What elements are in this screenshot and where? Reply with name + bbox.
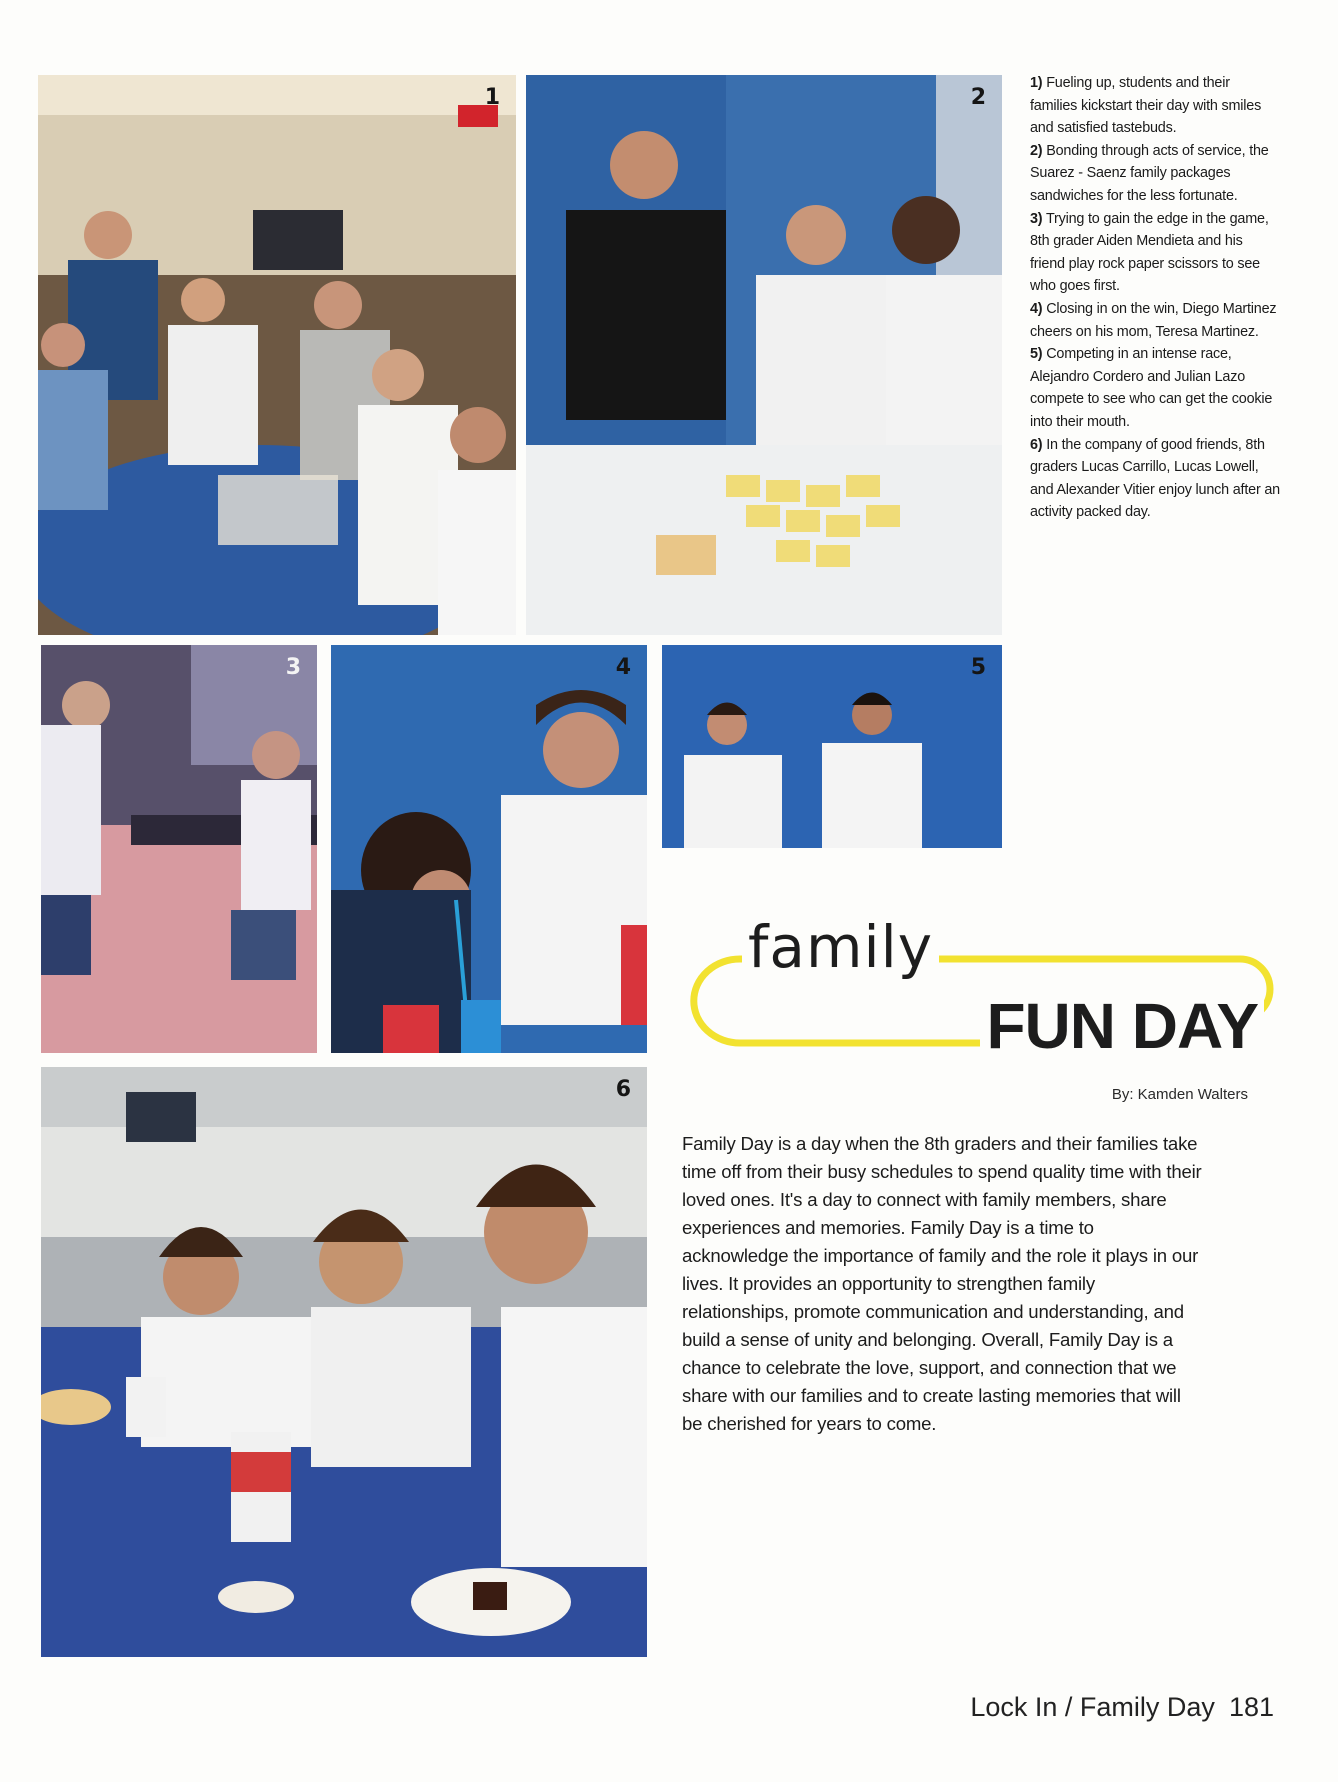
photo-6-image	[41, 1067, 647, 1657]
caption-3	[1030, 208, 1280, 298]
title-block	[680, 915, 1280, 1075]
title-top: family	[742, 913, 939, 981]
caption-5	[1030, 343, 1280, 433]
photo-number: 4	[615, 655, 631, 680]
photo-number: 3	[285, 655, 301, 680]
page-number: 181	[1228, 1692, 1274, 1722]
caption-number: 2)	[1030, 142, 1043, 159]
caption-4	[1030, 298, 1280, 343]
caption-number: 3)	[1030, 210, 1043, 227]
photo-6	[41, 1067, 647, 1657]
caption-6	[1030, 434, 1280, 524]
photo-3-image	[41, 645, 317, 1053]
photo-captions	[1030, 72, 1280, 524]
byline: By: Kamden Walters	[1111, 1086, 1248, 1103]
photo-1	[38, 75, 516, 635]
caption-number: 6)	[1030, 436, 1043, 453]
photo-5	[662, 645, 1002, 848]
caption-text: Bonding through acts of service, the Suarez - Saenz family packages sandwiches for the less fortunate.	[1030, 142, 1269, 204]
photo-1-image	[38, 75, 516, 635]
photo-5-image	[662, 645, 1002, 848]
caption-number: 1)	[1030, 75, 1043, 91]
photo-number: 5	[970, 655, 986, 680]
caption-number: 5)	[1030, 346, 1043, 363]
caption-text: Competing in an intense race, Alejandro Cordero and Julian Lazo compete to see who can get the cookie into their mouth.	[1030, 346, 1273, 430]
caption-1	[1030, 72, 1280, 140]
article-body: Family Day is a day when the 8th graders and their families take time off from their busy schedules to spend quality time with their loved ones. It's a day to connect with family members, share experiences and memories. Family Day is a time to acknowledge the importance of family and the role it plays in our lives. It provides an opportunity to strengthen family relationships, promote communication and understanding, and build a sense of unity and belonging. Overall, Family Day is a chance to celebrate the love, support, and connection that we share with our families and to create lasting memories that will be cherished for years to come.	[682, 1133, 1202, 1434]
footer-section: Lock In / Family Day	[970, 1692, 1215, 1722]
caption-text: In the company of good friends, 8th graders Lucas Carrillo, Lucas Lowell, and Alexander Vitier enjoy lunch after an activity packed day.	[1030, 436, 1280, 521]
photo-2-image	[526, 75, 1002, 635]
caption-2	[1030, 140, 1280, 208]
caption-text: Fueling up, students and their families kickstart their day with smiles and satisfied tastebuds.	[1030, 75, 1262, 137]
photo-4-image	[331, 645, 647, 1053]
caption-text: Trying to gain the edge in the game, 8th grader Aiden Mendieta and his friend play rock paper scissors to see who goes first.	[1030, 210, 1269, 295]
caption-number: 4)	[1030, 300, 1043, 317]
title-bottom: FUN DAY	[980, 993, 1264, 1059]
page-footer	[970, 1692, 1274, 1723]
photo-3	[41, 645, 317, 1053]
photo-4	[331, 645, 647, 1053]
photo-2	[526, 75, 1002, 635]
caption-text: Closing in on the win, Diego Martinez cheers on his mom, Teresa Martinez.	[1030, 300, 1277, 340]
photo-number: 2	[970, 85, 986, 110]
photo-number: 6	[615, 1077, 631, 1102]
photo-number: 1	[484, 85, 500, 110]
